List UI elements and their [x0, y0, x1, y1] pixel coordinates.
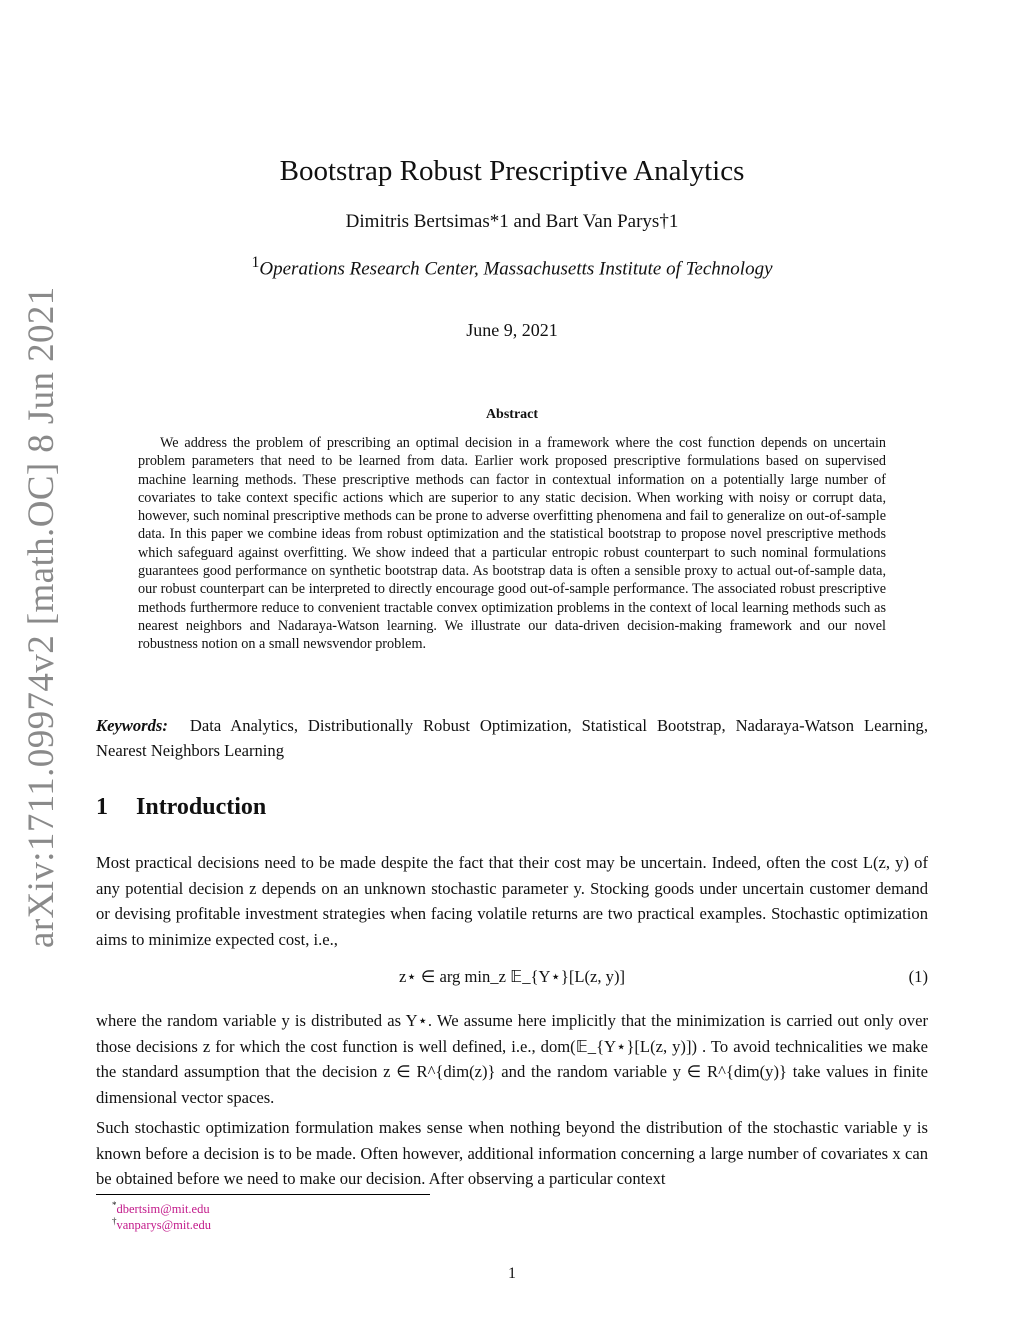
- page-number: 1: [508, 1265, 516, 1282]
- paper-title: Bootstrap Robust Prescriptive Analytics: [279, 155, 745, 187]
- email-link[interactable]: dbertsim@mit.edu: [116, 1202, 210, 1217]
- email-link[interactable]: vanparys@mit.edu: [116, 1218, 211, 1233]
- equation-number: (1): [908, 967, 928, 986]
- footnote-2: [112, 1216, 211, 1233]
- section-number: 1: [96, 794, 108, 820]
- author-list: Dimitris Bertsimas*1 and Bart Van Parys†1: [345, 211, 679, 232]
- keywords-label: Keywords:: [96, 716, 168, 735]
- affiliation-mark: 1: [251, 254, 260, 271]
- footnote-1: [112, 1200, 210, 1217]
- intro-paragraph-2: where the random variable y is distributed as Y⋆. We assume here implicitly that the minimization is carried out only over those decisions z for which the cost function is well defined, i.e., dom(𝔼_{Y⋆}[L(z, y)]) . To avoid technicalities we make the standard assumption that the decision z ∈ R^{dim(z)} and the random variable y ∈ R^{dim(y)} take values in finite dimensional vector spaces.: [96, 1011, 928, 1107]
- footnote-mark: †: [112, 1216, 117, 1226]
- affiliation-text: Operations Research Center, Massachusetts Institute of Technology: [259, 258, 773, 280]
- arxiv-identifier: arXiv:1711.09974v2 [math.OC] 8 Jun 2021: [21, 286, 62, 948]
- paper-date: June 9, 2021: [466, 320, 558, 340]
- intro-paragraph-1: Most practical decisions need to be made despite the fact that their cost may be uncertain. Indeed, often the cost L(z, y) of any potential decision z depends on an unknown stochastic parameter y. Stocking goods under uncertain customer demand or devising profitable investment strategies when facing volatile returns are two practical examples. Stochastic optimization aims to minimize expected cost, i.e.,: [96, 853, 928, 949]
- abstract-heading: Abstract: [485, 407, 539, 422]
- footnote-rule: [96, 1194, 430, 1195]
- abstract-body: We address the problem of prescribing an optimal decision in a framework where the cost function depends on uncertain problem parameters that need to be learned from data. Earlier work proposed prescriptive formulations based on supervised machine learning methods. These prescriptive methods can factor in contextual information on a potentially large number of covariates to take context specific actions which are superior to any static decision. When working with noisy or corrupt data, however, such nominal prescriptive methods can be prone to adverse overfitting phenomena and fail to generalize on out-of-sample data. In this paper we combine ideas from robust optimization and the statistical bootstrap to propose novel prescriptive methods which safeguard against overfitting. We show indeed that a particular entropic robust counterpart to such nominal formulations guarantees good performance on synthetic bootstrap data. As bootstrap data is often a sensible proxy to actual out-of-sample data, our robust counterpart can be interpreted to directly encourage good out-of-sample performance. The associated robust prescriptive methods furthermore reduce to convenient tractable convex optimization problems in the context of local learning methods such as nearest neighbors and Nadaraya-Watson learning. We illustrate our data-driven decision-making framework and our novel robustness notion on a small newsvendor problem.: [138, 435, 886, 653]
- intro-paragraph-3: Such stochastic optimization formulation makes sense when nothing beyond the distribution of the stochastic variable y is known before a decision is to be made. Often however, additional information concerning a large number of covariates x can be obtained before we need to make our decision. After observing a particular context: [96, 1118, 928, 1188]
- keywords-text: Data Analytics, Distributionally Robust Optimization, Statistical Bootstrap, Nadaraya-Watson Learning, Nearest Neighbors Learning: [96, 716, 928, 760]
- equation-expression: z⋆ ∈ arg min_z 𝔼_{Y⋆}[L(z, y)]: [398, 967, 626, 986]
- footnote-mark: *: [112, 1200, 117, 1210]
- equation-1: [96, 965, 928, 1005]
- affiliation: [0, 254, 1024, 280]
- section-heading: [96, 794, 266, 821]
- section-title: Introduction: [136, 794, 267, 820]
- keywords: [96, 713, 928, 763]
